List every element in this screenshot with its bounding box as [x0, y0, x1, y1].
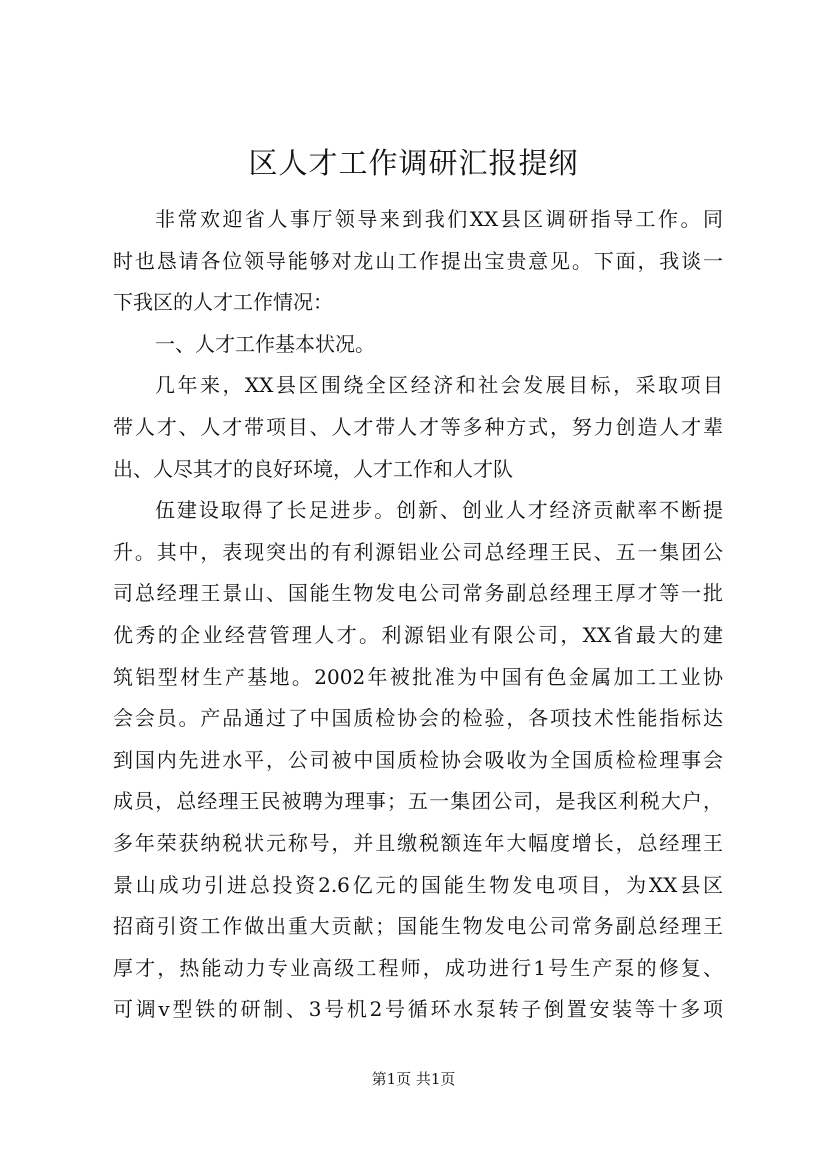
section-heading: 一、人才工作基本状况。 — [155, 331, 375, 356]
paragraph-line: 到国内先进水平，公司被中国质检协会吸收为全国质检检理事会 — [113, 747, 723, 772]
paragraph-line: 带人才、人才带项目、人才带人才等多种方式，努力创造人才辈 — [113, 414, 723, 439]
paragraph-line: 可调v型铁的研制、3号机2号循环水泵转子倒置安装等十多项 — [113, 997, 723, 1022]
paragraph-line: 几年来，XX县区围绕全区经济和社会发展目标，采取项目 — [155, 373, 723, 398]
paragraph-line: 多年荣获纳税状元称号，并且缴税额连年大幅度增长，总经理王 — [113, 830, 723, 855]
paragraph-line: 厚才，热能动力专业高级工程师，成功进行1号生产泵的修复、 — [113, 955, 723, 980]
paragraph-line: 会会员。产品通过了中国质检协会的检验，各项技术性能指标达 — [113, 706, 723, 731]
paragraph-line: 伍建设取得了长足进步。创新、创业人才经济贡献率不断提 — [155, 498, 723, 523]
document-body — [113, 199, 723, 1031]
paragraph-line: 招商引资工作做出重大贡献；国能生物发电公司常务副总经理王 — [113, 914, 723, 939]
document-title: 区人才工作调研汇报提纲 — [248, 146, 579, 180]
paragraph-line: 筑铝型材生产基地。2002年被批准为中国有色金属加工工业协 — [113, 664, 723, 689]
paragraph-line: 优秀的企业经营管理人才。利源铝业有限公司，XX省最大的建 — [113, 622, 723, 647]
paragraph-line: 司总经理王景山、国能生物发电公司常务副总经理王厚才等一批 — [113, 581, 723, 606]
paragraph-line: 下我区的人才工作情况： — [113, 290, 333, 315]
paragraph-line: 出、人尽其才的良好环境，人才工作和人才队 — [113, 456, 513, 481]
paragraph-line: 景山成功引进总投资2.6亿元的国能生物发电项目，为XX县区 — [113, 872, 723, 897]
paragraph-line: 成员，总经理王民被聘为理事；五一集团公司，是我区利税大户， — [113, 789, 723, 814]
paragraph-line: 时也恳请各位领导能够对龙山工作提出宝贵意见。下面，我谈一 — [113, 248, 723, 273]
page-footer: 第1页 共1页 — [371, 1070, 456, 1088]
paragraph-line: 升。其中，表现突出的有利源铝业公司总经理王民、五一集团公 — [113, 539, 723, 564]
paragraph-line: 非常欢迎省人事厅领导来到我们XX县区调研指导工作。同 — [155, 207, 723, 231]
